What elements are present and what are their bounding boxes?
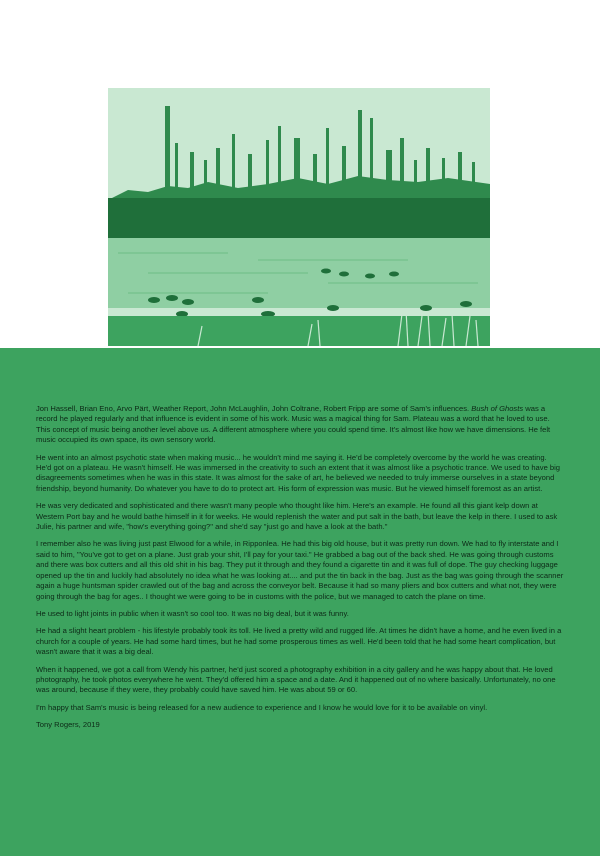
album-title: Bush of Ghosts: [471, 404, 524, 413]
paragraph-heart: He had a slight heart problem - his lifestyle probably took its toll. He lived a pretty wild and rugged life. At times he didn't have a home, and he even lived in a church for a couple of years. He had some hard times, but he had some prosperous times as well. He'd been told that he had some heart complication, but wasn't aware that it was a big deal.: [36, 626, 562, 657]
paragraph-joints: He used to light joints in public when it wasn't so cool too. It was no big deal, but it was funny.: [36, 608, 349, 618]
paragraph-1-start: Jon Hassell, Brian Eno, Arvo Pärt, Weather Report, John McLaughlin, John Coltrane, Robert Fripp are some of Sam's influences.: [36, 404, 472, 413]
paragraph-vinyl: I'm happy that Sam's music is being released for a new audience to experience and I know he would love for it to be available on vinyl.: [36, 702, 488, 712]
paragraph-psychotic-state: He went into an almost psychotic state when making music... he wouldn't mind me saying it. He'd be completely overcome by the world he was creating. He'd got on a plateau. He wasn't himself. He was immersed in the creativity to such an extent that it was almost like a psychotic trance. We used to have big disagreements sometimes when he was in this state. It was almost for the sake of art, he believed we needed to truly immerse ourselves in a state beyond friendship, beyond humanity. Do whatever you have to do to protect art. His form of expression was music. But he viewed himself foremost as an artist.: [36, 452, 561, 493]
paragraph-customs: I remember also he was living just past Elwood for a while, in Ripponlea. He had this big old house, but it was pretty run down. We had to fly interstate and I said to him, "You've got to get on a plane. Just grab your shit, I'll pay for your taxi." He grabbed a bag out of the back shed. He was going through customs and there was box cutters and all this old shit in his bag. They put it through and they found a cigarette tin and it was full of dope. The guy checking luggage opened up the tin and luckily had absolutely no idea what he was looking at.... and put the tin back in the bag. Just as the bag was going through the scanner again a huge huntsman spider crawled out of the bag and across the conveyor belt. Because it had so many pliers and box cutters and what not, they were going through the bag for ages.. I thought we were going to be in customs with the police, but we managed to catch the plane on time.: [36, 539, 564, 601]
paragraph-influences: [36, 404, 564, 446]
signature: Tony Rogers, 2019: [36, 720, 100, 730]
paragraph-photography: When it happened, we got a call from Wendy his partner, he'd just scored a photography exhibition in a city gallery and he was happy about that. He loved photography, he took photos everywhere he went. They'd offered him a space and a date. And it happened out of no where basically. Unfortunately, no one was around, because if they were, they probably could have saved him. He was about 59 or 60.: [36, 664, 556, 695]
paragraph-kelp: He was very dedicated and sophisticated and there wasn't many people who thought like him. Here's an example. He found all this giant kelp down at Western Port bay and he would bathe himself in it for weeks. He would replenish the water and put salt in the bath, but leave the kelp in there. I used to ask Julie, his partner and wife, "how's everything going?" and she'd say "just go and have a look at the bath.": [36, 501, 558, 532]
photo-illustration: [108, 88, 490, 346]
paragraph-1-end: was a record he played regularly and that influence is evident in some of his work. Music was a magical thing for Sam. Plateau was a word that he loved to use. This concept of music being another level above us. A different atmosphere where you could spend time. It's almost like how we have dimensions. He felt music occupied its own space, its own sensory world.: [36, 404, 551, 445]
industrial-skyline-photo: [108, 88, 490, 346]
article-body: [36, 404, 564, 738]
